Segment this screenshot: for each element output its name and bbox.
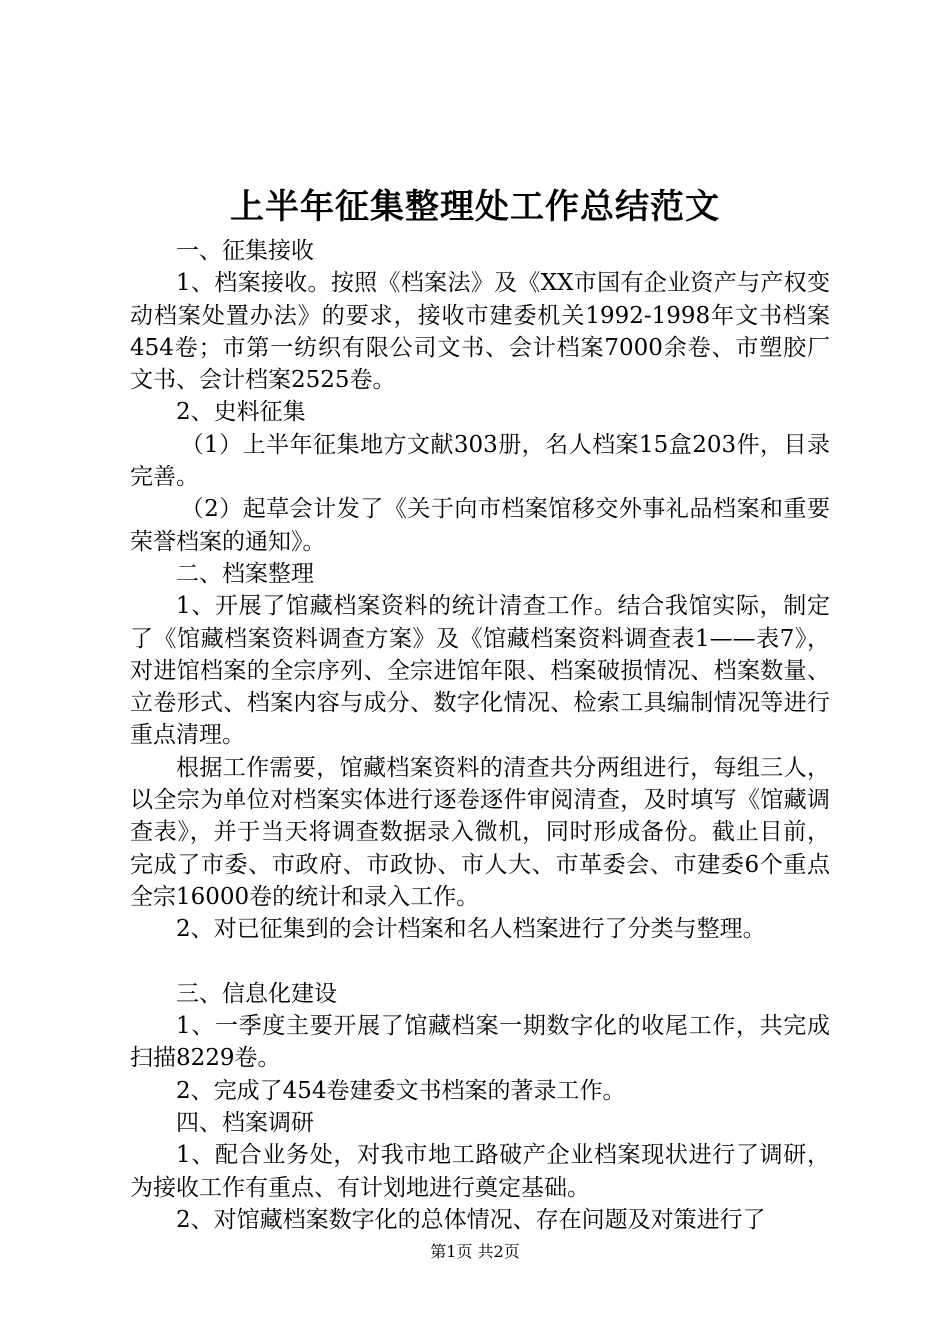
- section-heading-3: 三、信息化建设: [176, 980, 337, 1007]
- paragraph: 2、对已征集到的会计档案和名人档案进行了分类与整理。: [176, 916, 766, 943]
- page-footer: 第1页 共2页: [430, 1242, 520, 1261]
- document-title: 上半年征集整理处工作总结范文: [230, 187, 720, 227]
- paragraph: 2、完成了454卷建委文书档案的著录工作。: [176, 1077, 626, 1104]
- paragraph: （2）起草会计发了《关于向市档案馆移交外事礼品档案和重要荣誉档案的通知》。: [130, 496, 830, 555]
- document-body: [130, 235, 830, 1236]
- section-heading-4: 四、档案调研: [176, 1110, 314, 1137]
- paragraph: （1）上半年征集地方文献303册，名人档案15盒203件，目录完善。: [130, 431, 830, 491]
- section-heading-1: 一、征集接收: [176, 238, 314, 264]
- paragraph: 1、一季度主要开展了馆藏档案一期数字化的收尾工作，共完成扫描8229卷。: [130, 1013, 830, 1072]
- paragraph: 1、开展了馆藏档案资料的统计清查工作。结合我馆实际，制定了《馆藏档案资料调查方案》及《馆藏档案资料调查表1——表7》，对进馆档案的全宗序列、全宗进馆年限、档案破损情况、档案数量、立卷形式、档案内容与成分、数字化情况、检索工具编制情况等进行重点清理。: [130, 593, 830, 749]
- blank-line: [130, 946, 830, 978]
- paragraph: 1、配合业务处，对我市地工路破产企业档案现状进行了调研，为接收工作有重点、有计划地进行奠定基础。: [130, 1142, 830, 1201]
- section-heading-2: 二、档案整理: [176, 560, 314, 587]
- subsection-heading: 2、史料征集: [176, 399, 306, 426]
- paragraph: 2、对馆藏档案数字化的总体情况、存在问题及对策进行了: [176, 1206, 766, 1233]
- paragraph: 1、档案接收。按照《档案法》及《XX市国有企业资产与产权变动档案处置办法》的要求，接收市建委机关1992-1998年文书档案454卷；市第一纺织有限公司文书、会计档案7000余卷、市塑胶厂文书、会计档案2525卷。: [130, 270, 830, 394]
- paragraph: 根据工作需要，馆藏档案资料的清查共分两组进行，每组三人，以全宗为单位对档案实体进行逐卷逐件审阅清查，及时填写《馆藏调查表》，并于当天将调查数据录入微机，同时形成备份。截止目前，完成了市委、市政府、市政协、市人大、市革委会、市建委6个重点全宗16000卷的统计和录入工作。: [130, 754, 830, 910]
